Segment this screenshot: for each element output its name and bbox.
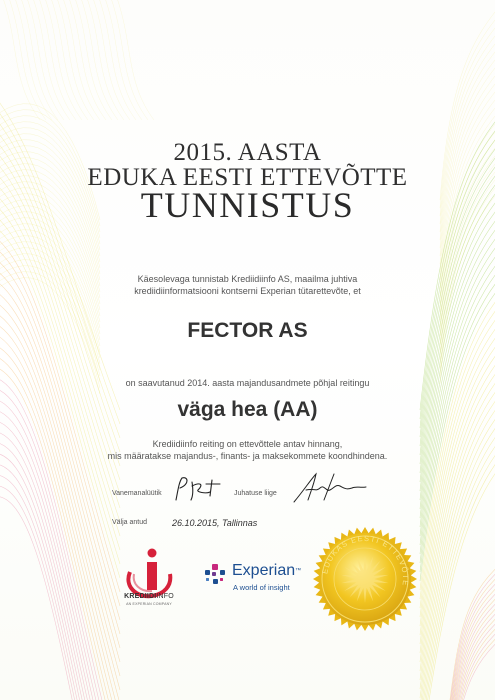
decorative-line <box>0 178 120 522</box>
decorative-line <box>18 0 58 120</box>
decorative-line <box>78 0 118 120</box>
issued-date: 26.10.2015, Tallinnas <box>172 518 258 528</box>
krediidiinfo-subtitle: AN EXPERIAN COMPANY <box>126 602 172 606</box>
decorative-line <box>450 615 495 700</box>
krediidiinfo-thin: INFO <box>156 593 174 600</box>
intro-text <box>0 273 495 297</box>
decorative-line <box>108 0 148 120</box>
decorative-line <box>30 0 70 120</box>
decorative-line <box>60 0 100 120</box>
decorative-line <box>0 420 120 700</box>
board-label: Juhatuse liige <box>234 490 277 497</box>
decorative-line <box>0 0 40 120</box>
experian-name: Experian <box>232 562 296 579</box>
decorative-line <box>96 0 136 120</box>
decorative-line <box>72 0 112 120</box>
note-line-1: Krediidiinfo reiting on ettevõttele antav hinnang, <box>152 439 343 449</box>
gold-seal-icon <box>311 525 419 633</box>
decorative-line <box>84 0 124 120</box>
experian-wordmark <box>232 562 301 580</box>
intro-line-2: krediidiinformatsiooni kontserni Experian tütarettevõte, et <box>134 286 361 296</box>
decorative-line <box>0 200 120 550</box>
decorative-line <box>6 0 46 120</box>
decorative-line <box>42 0 82 120</box>
krediidiinfo-wordmark <box>112 593 186 600</box>
title-year: 2015. AASTA <box>173 139 322 166</box>
decorative-line <box>0 288 120 662</box>
issued-label: Välja antud <box>112 519 148 526</box>
decorative-line <box>0 189 120 536</box>
achieved-text: on saavutanud 2014. aasta majandusandmete põhjal reitingu <box>125 378 370 388</box>
rating-note <box>0 439 495 462</box>
decorative-line <box>0 90 120 410</box>
board-signature <box>290 470 370 506</box>
rating-value: väga hea (AA) <box>177 398 318 421</box>
experian-tm: ™ <box>295 568 302 574</box>
decorative-line <box>66 0 106 120</box>
decorative-line <box>90 0 130 120</box>
decorative-line <box>54 0 94 120</box>
analyst-label: Vanemanalüütik <box>112 490 162 497</box>
decorative-line <box>420 461 495 700</box>
company-name: FECTOR AS <box>187 319 308 342</box>
experian-logo-icon <box>204 562 228 588</box>
experian-tagline: A world of insight <box>233 583 290 592</box>
note-line-2: mis määratakse majandus-, finants- ja maksekommete koondhindena. <box>107 450 388 461</box>
title-subtitle: EDUKA EESTI ETTEVÕTTE <box>87 164 408 191</box>
analyst-signature <box>170 474 230 504</box>
decorative-line <box>114 0 154 120</box>
title-main: TUNNISTUS <box>140 185 355 225</box>
krediidiinfo-bold: KREDIIDI <box>124 593 157 600</box>
decorative-line <box>0 299 120 676</box>
seal-text-path: EDUKAS EESTI ETTEVÕTE <box>320 533 411 587</box>
decorative-line <box>48 0 88 120</box>
decorative-line <box>450 585 495 700</box>
decorative-line <box>12 0 52 120</box>
decorative-line <box>36 0 76 120</box>
intro-line-1: Käesolevaga tunnistab Krediidiinfo AS, maailma juhtiva <box>137 274 358 284</box>
decorative-line <box>24 0 64 120</box>
decorative-line <box>102 0 142 120</box>
